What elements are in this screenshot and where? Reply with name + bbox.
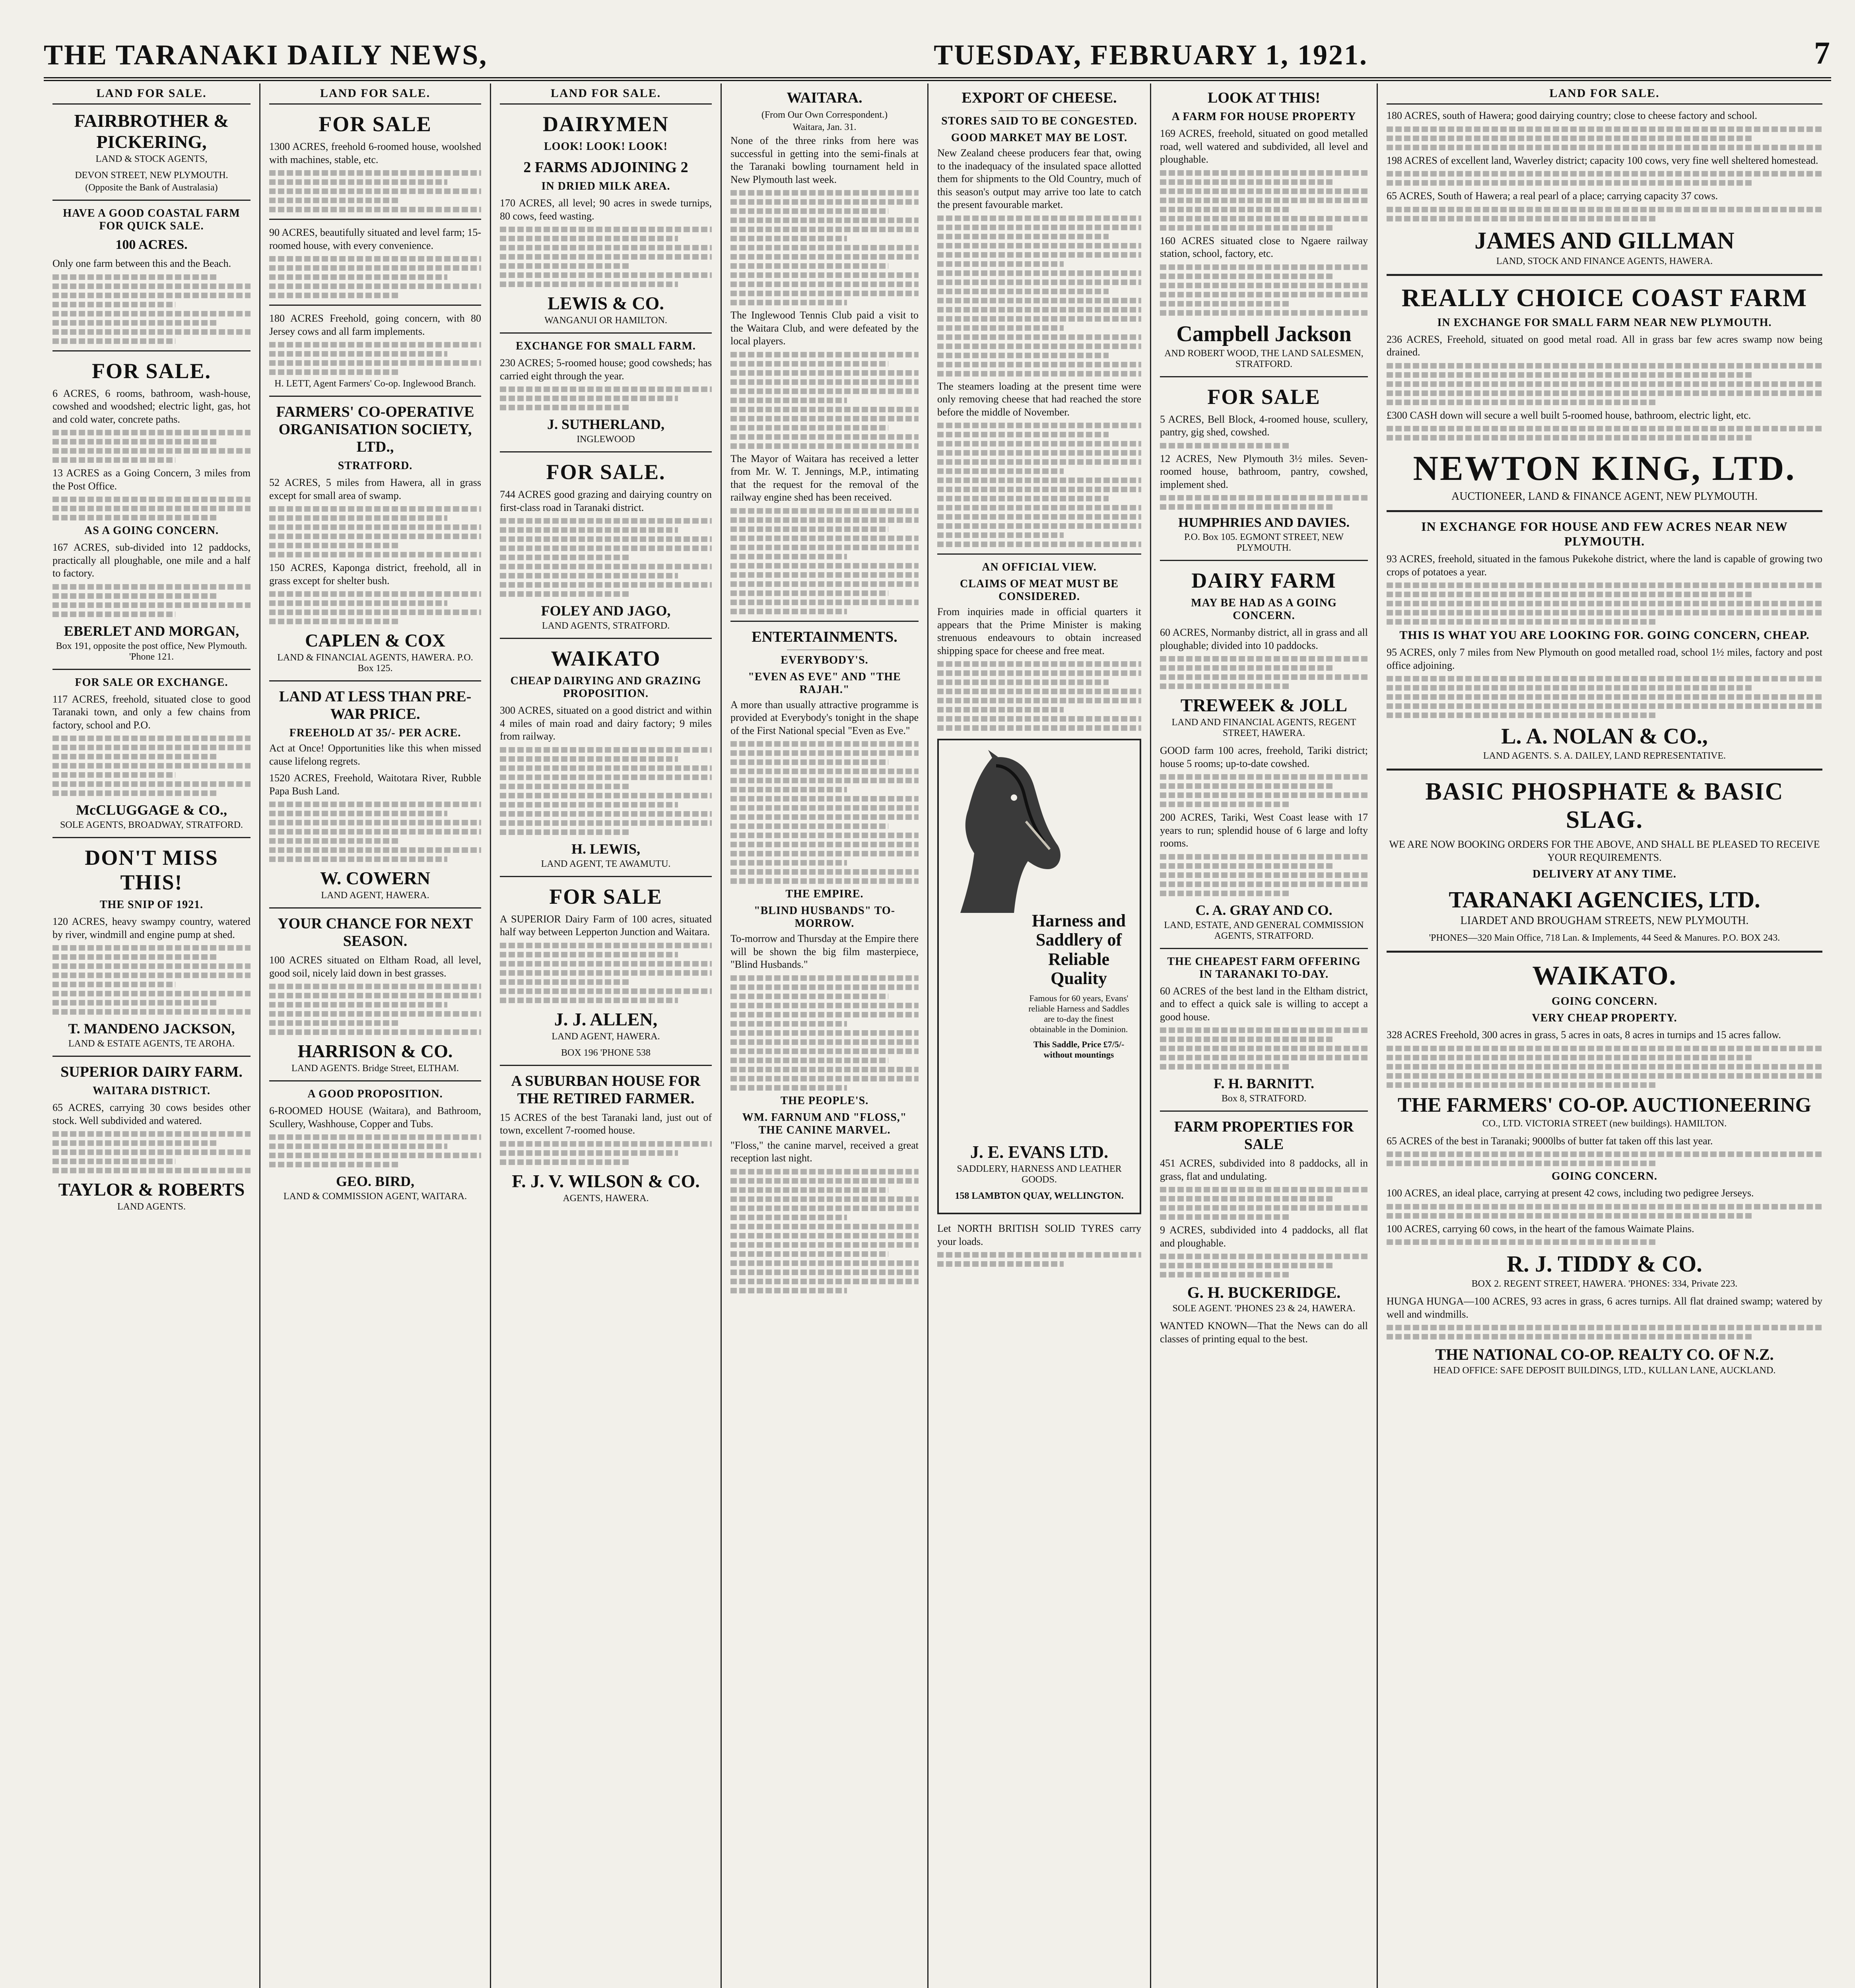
section-heading: DAIRY FARM xyxy=(1191,569,1336,592)
divider xyxy=(269,396,481,397)
agent-address: DEVON STREET, NEW PLYMOUTH. xyxy=(75,170,228,181)
agent-subtitle: WANGANUI OR HAMILTON. xyxy=(544,315,667,326)
columns xyxy=(44,83,1831,1988)
ad-text: 93 ACRES, freehold, situated in the famous Pukekohe district, where the land is capable of growing two crops of potatoes a year. xyxy=(1387,553,1822,578)
divider xyxy=(52,1056,251,1057)
ad-heading: IN EXCHANGE FOR SMALL FARM NEAR NEW PLYMOUTH. xyxy=(1437,316,1772,329)
agent-name: F. H. BARNITT. xyxy=(1213,1076,1315,1091)
article-subheading: GOOD MARKET MAY BE LOST. xyxy=(951,132,1128,144)
divider xyxy=(52,350,251,351)
ad-heading: GOING CONCERN. xyxy=(1551,995,1657,1008)
ad-text: 6 ACRES, 6 rooms, bathroom, wash-house, cowshed and woodshed; electric light, gas, hot and cold water, concrete paths. xyxy=(52,387,251,425)
ad-heading: IN DRIED MILK AREA. xyxy=(541,180,670,192)
section-heading: LOOK AT THIS! xyxy=(1208,89,1320,106)
section-heading: FOR SALE. xyxy=(91,359,212,383)
agent-name: LEWIS & CO. xyxy=(548,293,664,313)
agent-name: FARMERS' CO-OPERATIVE ORGANISATION SOCIETY, LTD., xyxy=(276,404,474,455)
agent-name: L. A. NOLAN & CO., xyxy=(1501,724,1708,749)
divider xyxy=(1160,948,1368,949)
agent-subtitle: LAND & COMMISSION AGENT, WAITARA. xyxy=(283,1191,467,1202)
column-6 xyxy=(1151,83,1378,1988)
article-paragraph: The steamers loading at the present time were only removing cheese that had reached the store before the middle of November. xyxy=(937,380,1141,418)
ad-text: Let NORTH BRITISH SOLID TYRES carry your loads. xyxy=(937,1223,1141,1247)
ad-text: 180 ACRES, south of Hawera; good dairying country; close to cheese factory and school. xyxy=(1387,110,1758,121)
divider xyxy=(937,553,1141,555)
section-heading: WAIKATO xyxy=(551,646,661,670)
ad-heading: FREEHOLD AT 35/- PER ACRE. xyxy=(289,727,461,739)
column-3 xyxy=(491,83,722,1988)
ad-text: 230 ACRES; 5-roomed house; good cowsheds; has carried eight through the year. xyxy=(500,357,712,382)
agent-name: TREWEEK & JOLL xyxy=(1180,695,1348,715)
section-heading: YOUR CHANCE FOR NEXT SEASON. xyxy=(278,915,473,949)
agent-subtitle: CO., LTD. VICTORIA STREET (new buildings). HAMILTON. xyxy=(1482,1118,1727,1129)
agent-name: HARRISON & CO. xyxy=(297,1041,453,1061)
section-heading: DAIRYMEN xyxy=(542,112,669,136)
agent-name: TAYLOR & ROBERTS xyxy=(58,1179,245,1200)
agent-address: BOX 196 'PHONE 538 xyxy=(561,1047,651,1058)
ad-text: 451 ACRES, subdivided into 8 paddocks, all in grass, flat and undulating. xyxy=(1160,1157,1368,1182)
ad-text: 300 ACRES, situated on a good district and within 4 miles of main road and dairy factory; 9 miles from railway. xyxy=(500,705,712,742)
agent-name: NEWTON KING, LTD. xyxy=(1413,449,1796,488)
ad-heading: GOING CONCERN. xyxy=(1551,1170,1657,1182)
agent-subtitle: SOLE AGENT. 'PHONES 23 & 24, HAWERA. xyxy=(1172,1303,1356,1314)
agent-subtitle: LAND AGENTS. xyxy=(117,1202,186,1212)
agent-address: 'PHONES—320 Main Office, 718 Lan. & Implements, 44 Seed & Manures. P.O. BOX 243. xyxy=(1429,933,1780,943)
agent-subtitle: SOLE AGENTS, BROADWAY, STRATFORD. xyxy=(60,820,243,830)
ad-acreage: 100 ACRES. xyxy=(115,237,188,252)
agent-subtitle: LAND, ESTATE, AND GENERAL COMMISSION AGENTS, STRATFORD. xyxy=(1164,920,1364,941)
agent-address: Box 191, opposite the post office, New Plymouth. 'Phone 121. xyxy=(56,641,247,662)
article-paragraph: A more than usually attractive programme is provided at Everybody's tonight in the shape of the First National special "Even as Eve." xyxy=(730,699,919,736)
divider xyxy=(269,680,481,681)
divider xyxy=(52,837,251,838)
ad-text: WANTED KNOWN—That the News can do all classes of printing equal to the best. xyxy=(1160,1320,1368,1345)
column-header: LAND FOR SALE. xyxy=(500,83,712,105)
ad-text: 198 ACRES of excellent land, Waverley district; capacity 100 cows, very fine well sheltered homestead. xyxy=(1387,154,1818,166)
agent-subtitle: BOX 2. REGENT STREET, HAWERA. 'PHONES: 334, Private 223. xyxy=(1471,1279,1738,1289)
ad-heading: EXCHANGE FOR SMALL FARM. xyxy=(516,340,696,352)
ad-text: 60 ACRES of the best land in the Eltham district, and to effect a quick sale is willing to accept a good house. xyxy=(1160,985,1368,1023)
column-4 xyxy=(722,83,928,1988)
ad-text: 65 ACRES, South of Hawera; a real pearl of a place; carrying capacity 37 cows. xyxy=(1387,190,1718,202)
divider xyxy=(500,876,712,877)
ad-text: 9 ACRES, subdivided into 4 paddocks, all flat and ploughable. xyxy=(1160,1224,1368,1249)
ad-text: 100 ACRES, carrying 60 cows, in the heart of the famous Waimate Plains. xyxy=(1387,1223,1694,1235)
ad-text: 60 ACRES, Normanby district, all in grass and all ploughable; divided into 10 paddocks. xyxy=(1160,627,1368,651)
ad-text: 65 ACRES, carrying 30 cows besides other stock. Well subdivided and watered. xyxy=(52,1102,251,1126)
divider xyxy=(1160,376,1368,377)
column-2 xyxy=(260,83,491,1988)
harness-advertisement xyxy=(937,739,1141,1214)
section-heading: FARM PROPERTIES FOR SALE xyxy=(1174,1118,1354,1153)
ad-text: 13 ACRES as a Going Concern, 3 miles from the Post Office. xyxy=(52,467,251,492)
section-heading: REALLY CHOICE COAST FARM xyxy=(1401,283,1808,312)
article-subheading: CLAIMS OF MEAT MUST BE CONSIDERED. xyxy=(960,578,1119,603)
divider xyxy=(1160,560,1368,561)
ad-text: 170 ACRES, all level; 90 acres in swede turnips, 80 cows, feed wasting. xyxy=(500,197,712,222)
ad-text: HUNGA HUNGA—100 ACRES, 93 acres in grass, 6 acres turnips. All flat drained swamp; watered by well and windmills. xyxy=(1387,1295,1822,1320)
column-5 xyxy=(928,83,1151,1988)
ad-text: 12 ACRES, New Plymouth 3½ miles. Seven-roomed house, bathroom, pantry, cowshed, implement shed. xyxy=(1160,452,1368,490)
ad-text: 15 ACRES of the best Taranaki land, just out of town, excellent 7-roomed house. xyxy=(500,1111,712,1136)
article-paragraph: The Mayor of Waitara has received a letter from Mr. W. T. Jennings, M.P., intimating that the request for the removal of the railway engine shed has been received. xyxy=(730,452,919,503)
agent-subtitle: LAND AGENTS, STRATFORD. xyxy=(542,621,670,631)
article-subheading: "EVEN AS EVE" AND "THE RAJAH." xyxy=(748,670,901,696)
agent-subtitle: LAND AGENT, TE AWAMUTU. xyxy=(541,858,671,869)
article-paragraph: From inquiries made in official quarters it appears that the Prime Minister is making strenuous endeavours to obtain increased shipping space for cheese and free meat. xyxy=(937,606,1141,656)
agent-name: J. SUTHERLAND, xyxy=(547,416,665,432)
ad-price: This Saddle, Price £7/5/- without mountings xyxy=(1033,1039,1125,1060)
ad-text: 160 ACRES situated close to Ngaere railway station, school, factory, etc. xyxy=(1160,235,1368,259)
article-headline: WAITARA. xyxy=(787,89,862,106)
ad-heading: A GOOD PROPOSITION. xyxy=(307,1088,443,1100)
divider xyxy=(52,200,251,201)
ad-text: 120 ACRES, heavy swampy country, watered by river, windmill and engine pump at shed. xyxy=(52,916,251,940)
ad-text: 5 ACRES, Bell Block, 4-roomed house, scullery, pantry, gig shed, cowshed. xyxy=(1160,413,1368,438)
agent-name: GEO. BIRD, xyxy=(336,1173,415,1189)
agent-name: THE FARMERS' CO-OP. AUCTIONEERING xyxy=(1397,1093,1812,1116)
divider xyxy=(500,638,712,639)
ad-text: 117 ACRES, freehold, situated close to good Taranaki town, and only a few chains from factory, school and P.O. xyxy=(52,693,251,731)
divider xyxy=(500,332,712,334)
divider xyxy=(730,621,919,622)
section-heading: FOR SALE xyxy=(1207,384,1321,409)
section-heading: BASIC PHOSPHATE & BASIC SLAG. xyxy=(1425,778,1784,833)
column-7 xyxy=(1378,83,1831,1988)
agent-name: JAMES AND GILLMAN xyxy=(1474,227,1735,254)
agent-subtitle: LAND, STOCK AND FINANCE AGENTS, HAWERA. xyxy=(1496,256,1713,266)
agent-name: J. E. EVANS LTD. xyxy=(970,1142,1109,1162)
ad-text: 1300 ACRES, freehold 6-roomed house, woolshed with machines, stable, etc. xyxy=(269,141,481,165)
agent-subtitle: LAND AGENTS. S. A. DAILEY, LAND REPRESENTATIVE. xyxy=(1483,751,1726,761)
article-subheading: WM. FARNUM AND "FLOSS," THE CANINE MARVEL. xyxy=(742,1111,907,1136)
agent-subtitle: LAND AGENT, HAWERA. xyxy=(321,890,429,901)
section-heading: THE CHEAPEST FARM OFFERING IN TARANAKI TO-DAY. xyxy=(1167,955,1361,980)
agent-subtitle: Box 8, STRATFORD. xyxy=(1221,1093,1307,1104)
agent-subtitle: LIARDET AND BROUGHAM STREETS, NEW PLYMOUTH. xyxy=(1460,914,1749,927)
article-paragraph: To-morrow and Thursday at the Empire there will be shown the big film masterpiece, "Blind Husbands." xyxy=(730,933,919,970)
ad-heading: DELIVERY AT ANY TIME. xyxy=(1533,868,1676,880)
agent-subtitle: LAND & FINANCIAL AGENTS, HAWERA. P.O. Box 125. xyxy=(277,652,473,674)
section-heading: LAND AT LESS THAN PRE-WAR PRICE. xyxy=(279,688,472,722)
ad-text: 169 ACRES, freehold, situated on good metalled road, well watered and subdivided, all level and ploughable. xyxy=(1160,128,1368,165)
ad-text: 100 ACRES, an ideal place, carrying at present 42 cows, including two pedigree Jerseys. xyxy=(1387,1187,1754,1199)
agent-subtitle: P.O. Box 105. EGMONT STREET, NEW PLYMOUTH. xyxy=(1184,532,1344,553)
section-heading: A SUBURBAN HOUSE FOR THE RETIRED FARMER. xyxy=(511,1072,701,1107)
agent-name: CAPLEN & COX xyxy=(305,630,445,650)
agent-name: W. COWERN xyxy=(320,868,430,888)
ad-heading: HAVE A GOOD COASTAL FARM FOR QUICK SALE. xyxy=(63,207,240,232)
ad-text: Famous for 60 years, Evans' reliable Harness and Saddles are to-day the finest obtainable in the Dominion. xyxy=(1028,993,1129,1034)
article-subheading: AN OFFICIAL VIEW. xyxy=(982,561,1097,573)
ad-heading: THIS IS WHAT YOU ARE LOOKING FOR. GOING CONCERN, CHEAP. xyxy=(1399,629,1810,642)
divider xyxy=(52,669,251,670)
agent-name: G. H. BUCKERIDGE. xyxy=(1187,1283,1341,1301)
page-number: 7 xyxy=(1814,36,1831,71)
ad-text: WE ARE NOW BOOKING ORDERS FOR THE ABOVE, AND SHALL BE PLEASED TO RECEIVE YOUR REQUIREMENTS. xyxy=(1389,839,1820,863)
agent-name: H. LEWIS, xyxy=(571,841,641,857)
ad-heading: MAY BE HAD AS A GOING CONCERN. xyxy=(1191,597,1337,622)
article-paragraph: None of the three rinks from here was successful in getting into the semi-finals at the Taranaki bowling tournament held in New Plymouth last week. xyxy=(730,135,919,185)
divider xyxy=(500,1065,712,1066)
agent-name: J. J. ALLEN, xyxy=(554,1009,658,1029)
ad-text: 52 ACRES, 5 miles from Hawera, all in grass except for small area of swamp. xyxy=(269,477,481,501)
agent-name: THE NATIONAL CO-OP. REALTY CO. OF N.Z. xyxy=(1435,1345,1774,1363)
ad-headline: Harness and Saddlery of Reliable Quality xyxy=(1032,911,1126,988)
ad-heading: CHEAP DAIRYING AND GRAZING PROPOSITION. xyxy=(510,675,701,700)
ad-heading: VERY CHEAP PROPERTY. xyxy=(1532,1012,1677,1024)
agent-subtitle: STRATFORD. xyxy=(338,460,413,472)
agent-subtitle: LAND AND FINANCIAL AGENTS, REGENT STREET, HAWERA. xyxy=(1171,717,1356,738)
ad-text: 6-ROOMED HOUSE (Waitara), and Bathroom, Scullery, Washhouse, Copper and Tubs. xyxy=(269,1105,481,1130)
agent-subtitle: AGENTS, HAWERA. xyxy=(563,1193,649,1204)
article-paragraph: New Zealand cheese producers fear that, owing to the inadequacy of the insulated space allotted them for shipments to the Old Country, much of this season's output may arrive too late to catch the present favourable market. xyxy=(937,147,1141,210)
agent-name: TARANAKI AGENCIES, LTD. xyxy=(1449,887,1760,912)
ad-text: 236 ACRES, Freehold, situated on good metal road. All in grass bar few acres swamp now being drained. xyxy=(1387,333,1822,358)
agent-subtitle: LAND AGENT, HAWERA. xyxy=(552,1031,660,1042)
ad-text: £300 CASH down will secure a well built 5-roomed house, bathroom, electric light, etc. xyxy=(1387,409,1751,421)
article-subheading: STORES SAID TO BE CONGESTED. xyxy=(941,115,1137,127)
agent-name: F. J. V. WILSON & CO. xyxy=(512,1171,700,1191)
article-subheading: "BLIND HUSBANDS" TO-MORROW. xyxy=(754,905,895,930)
ad-text: Only one farm between this and the Beach. xyxy=(52,258,231,269)
agent-name: McCLUGGAGE & CO., xyxy=(76,802,227,818)
divider xyxy=(1160,1110,1368,1112)
horse-head-illustration xyxy=(944,750,1064,917)
article-subheading: EVERYBODY'S. xyxy=(781,654,868,666)
article-dateline: Waitara, Jan. 31. xyxy=(793,122,857,132)
ad-heading: LOOK! LOOK! LOOK! xyxy=(544,140,668,153)
agent-name: EBERLET AND MORGAN, xyxy=(64,623,239,639)
article-byline: (From Our Own Correspondent.) xyxy=(761,110,888,120)
ad-heading: THE SNIP OF 1921. xyxy=(99,899,204,911)
section-heading: SUPERIOR DAIRY FARM. xyxy=(60,1064,243,1080)
agent-subtitle: LAND & ESTATE AGENTS, TE AROHA. xyxy=(68,1039,235,1049)
ad-heading: A FARM FOR HOUSE PROPERTY xyxy=(1171,111,1356,123)
ad-text: 1520 ACRES, Freehold, Waitotara River, Rubble Papa Bush Land. xyxy=(269,772,481,797)
section-heading: DON'T MISS THIS! xyxy=(85,846,218,894)
article-headline: EXPORT OF CHEESE. xyxy=(961,89,1117,106)
article-paragraph: The Inglewood Tennis Club paid a visit to the Waitara Club, and were defeated by the local players. xyxy=(730,309,919,347)
ad-text: 90 ACRES, beautifully situated and level farm; 15-roomed house, with every convenience. xyxy=(269,227,481,251)
ad-text: 328 ACRES Freehold, 300 acres in grass, 5 acres in oats, 8 acres in turnips and 15 acres fallow. xyxy=(1387,1029,1781,1041)
agent-address: 158 LAMBTON QUAY, WELLINGTON. xyxy=(955,1191,1124,1201)
ad-text: Act at Once! Opportunities like this when missed cause lifelong regrets. xyxy=(269,742,481,767)
issue-date: TUESDAY, FEBRUARY 1, 1921. xyxy=(934,39,1368,71)
section-heading: FOR SALE xyxy=(319,112,432,136)
section-heading: IN EXCHANGE FOR HOUSE AND FEW ACRES NEAR NEW PLYMOUTH. xyxy=(1421,519,1788,548)
ad-heading: 2 FARMS ADJOINING 2 xyxy=(523,159,688,176)
ad-text: 100 ACRES situated on Eltham Road, all level, good soil, nicely laid down in best grasses. xyxy=(269,954,481,979)
divider xyxy=(500,451,712,452)
ad-text: 167 ACRES, sub-divided into 12 paddocks, practically all ploughable, one mile and a half to factory. xyxy=(52,542,251,579)
agent-name: C. A. GRAY AND CO. xyxy=(1195,902,1332,918)
masthead xyxy=(44,24,1831,81)
section-heading: FOR SALE. xyxy=(546,460,666,484)
divider xyxy=(269,907,481,909)
agent-subtitle: AND ROBERT WOOD, THE LAND SALESMEN, STRATFORD. xyxy=(1164,348,1364,369)
column-1 xyxy=(44,83,260,1988)
agent-name: R. J. TIDDY & CO. xyxy=(1507,1251,1702,1277)
ad-text: GOOD farm 100 acres, freehold, Tariki district; house 5 rooms; up-to-date cowshed. xyxy=(1160,745,1368,769)
ad-heading: AS A GOING CONCERN. xyxy=(84,524,219,537)
agent-note: (Opposite the Bank of Australasia) xyxy=(85,182,218,193)
agent-subtitle: LAND & STOCK AGENTS, xyxy=(95,154,208,164)
agent-subtitle: LAND AGENTS. Bridge Street, ELTHAM. xyxy=(291,1063,459,1074)
ad-text: 95 ACRES, only 7 miles from New Plymouth on good metalled road, school 1½ miles, factory and post office adjoining. xyxy=(1387,646,1822,671)
ad-text: 150 ACRES, Kaponga district, freehold, all in grass except for shelter bush. xyxy=(269,562,481,586)
agent-subtitle: INGLEWOOD xyxy=(577,434,635,445)
ad-text: 65 ACRES of the best in Taranaki; 9000lbs of butter fat taken off this last year. xyxy=(1387,1135,1713,1147)
divider xyxy=(269,219,481,220)
ad-text: A SUPERIOR Dairy Farm of 100 acres, situated half way between Lepperton Junction and Waitara. xyxy=(500,913,712,938)
ad-heading: FOR SALE OR EXCHANGE. xyxy=(75,676,228,689)
ad-text: 744 ACRES good grazing and dairying country on first-class road in Taranaki district. xyxy=(500,489,712,513)
agent-address: H. LETT, Agent Farmers' Co-op. Inglewood Branch. xyxy=(274,379,476,389)
article-subheading: THE PEOPLE'S. xyxy=(780,1094,869,1107)
article-subheading: THE EMPIRE. xyxy=(785,888,864,900)
section-heading: ENTERTAINMENTS. xyxy=(752,628,897,645)
ad-heading: WAITARA DISTRICT. xyxy=(92,1085,211,1097)
column-header: LAND FOR SALE. xyxy=(1387,83,1822,105)
divider xyxy=(269,1080,481,1081)
agent-subtitle: SADDLERY, HARNESS AND LEATHER GOODS. xyxy=(957,1164,1122,1185)
section-heading: FOR SALE xyxy=(549,884,662,909)
agent-name: FOLEY AND JAGO, xyxy=(541,603,671,619)
divider xyxy=(269,305,481,306)
column-header: LAND FOR SALE. xyxy=(269,83,481,105)
agent-subtitle: HEAD OFFICE: SAFE DEPOSIT BUILDINGS, LTD., KULLAN LANE, AUCKLAND. xyxy=(1433,1365,1776,1376)
paper-title: THE TARANAKI DAILY NEWS, xyxy=(44,39,488,71)
section-heading: WAIKATO. xyxy=(1532,960,1677,990)
column-header: LAND FOR SALE. xyxy=(52,83,251,105)
agent-name: T. MANDENO JACKSON, xyxy=(68,1021,235,1037)
agent-name: FAIRBROTHER & PICKERING, xyxy=(74,111,229,152)
agent-name: HUMPHRIES AND DAVIES. xyxy=(1178,515,1350,530)
ad-text: 200 ACRES, Tariki, West Coast lease with 17 years to run; splendid house of 6 large and lofty rooms. xyxy=(1160,812,1368,849)
ad-text: 180 ACRES Freehold, going concern, with 80 Jersey cows and all farm implements. xyxy=(269,313,481,337)
agent-subtitle: AUCTIONEER, LAND & FINANCE AGENT, NEW PLYMOUTH. xyxy=(1451,490,1758,503)
article-paragraph: "Floss," the canine marvel, received a great reception last night. xyxy=(730,1139,919,1164)
agent-name: Campbell Jackson xyxy=(1176,321,1352,346)
